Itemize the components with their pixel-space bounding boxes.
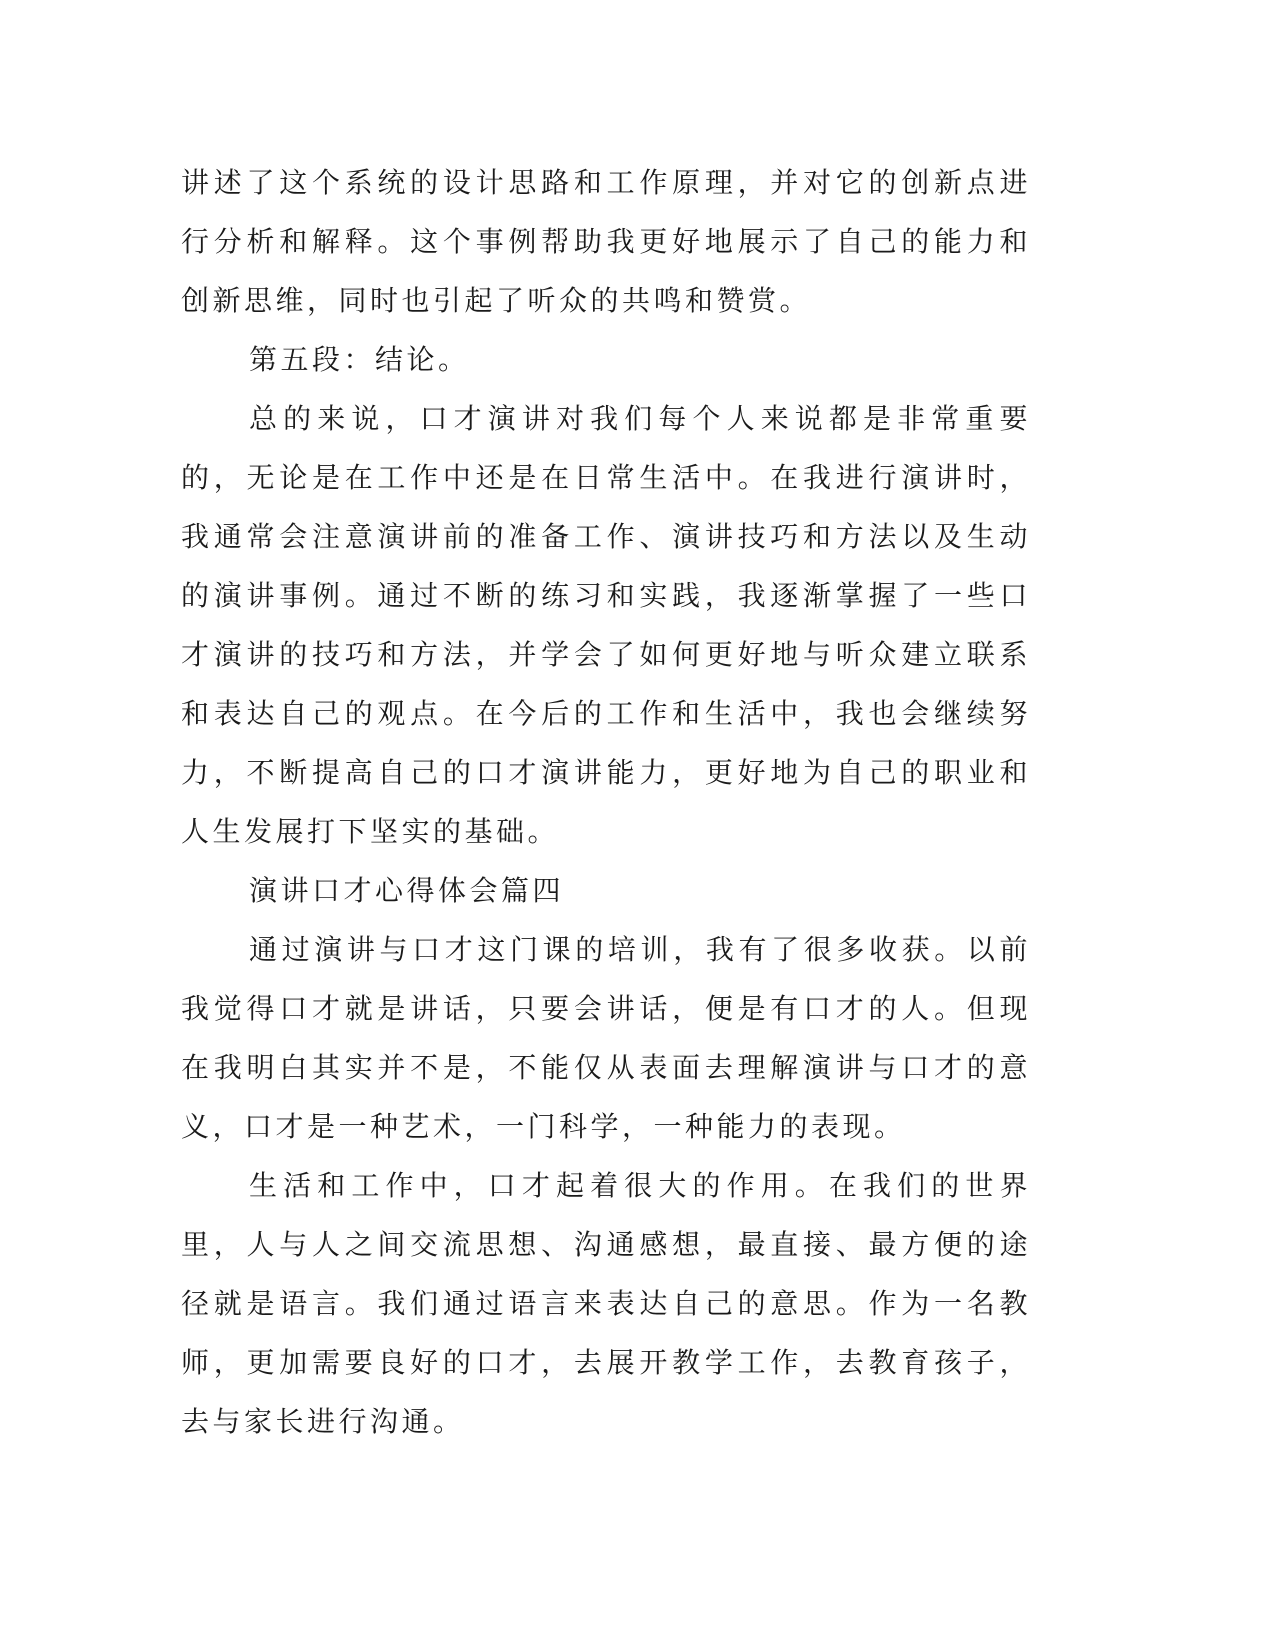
section-heading-conclusion: 第五段：结论。 [249,343,470,376]
document-body [181,153,1031,1451]
article-title-part-four: 演讲口才心得体会篇四 [249,874,565,907]
paragraph-course-gains: 通过演讲与口才这门课的培训，我有了很多收获。以前我觉得口才就是讲话，只要会讲话，便是有口才的人。但现在我明白其实并不是，不能仅从表面去理解演讲与口才的意义，口才是一种艺术，一门科学，一种能力的表现。 [181,933,1031,1143]
paragraph-case-example-end: 讲述了这个系统的设计思路和工作原理，并对它的创新点进行分析和解释。这个事例帮助我更好地展示了自己的能力和创新思维，同时也引起了听众的共鸣和赞赏。 [181,166,1031,317]
paragraph-eloquence-role: 生活和工作中，口才起着很大的作用。在我们的世界里，人与人之间交流思想、沟通感想，最直接、最方便的途径就是语言。我们通过语言来表达自己的意思。作为一名教师，更加需要良好的口才，去展开教学工作，去教育孩子，去与家长进行沟通。 [181,1169,1031,1438]
paragraph-conclusion: 总的来说，口才演讲对我们每个人来说都是非常重要的，无论是在工作中还是在日常生活中。在我进行演讲时，我通常会注意演讲前的准备工作、演讲技巧和方法以及生动的演讲事例。通过不断的练习和实践，我逐渐掌握了一些口才演讲的技巧和方法，并学会了如何更好地与听众建立联系和表达自己的观点。在今后的工作和生活中，我也会继续努力，不断提高自己的口才演讲能力，更好地为自己的职业和人生发展打下坚实的基础。 [181,402,1031,848]
